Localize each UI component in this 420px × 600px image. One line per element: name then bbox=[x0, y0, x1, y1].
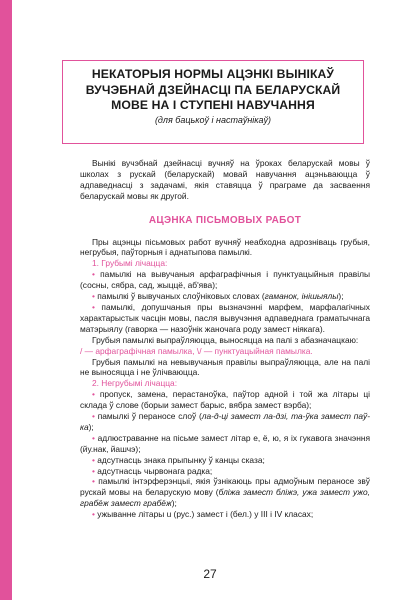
list-item: • адсутнасць чырвонага радка; bbox=[92, 465, 213, 476]
bullet-icon: • bbox=[92, 389, 100, 400]
page-title: НЕКАТОРЫЯ НОРМЫ АЦЭНКІ ВЫНІКАЎ ВУЧЭБНАЙ ДЗЕЙНАСЦІ ПА БЕЛАРУСКАЙ МОВЕ НА І СТУПЕНІ НАВУЧАННЯ bbox=[85, 67, 341, 112]
section-title: АЦЭНКА ПІСЬМОВЫХ РАБОТ bbox=[148, 214, 302, 226]
subheading-gross-errors: 1. Грубымі лічацца: bbox=[92, 258, 168, 269]
list-item: • памылкі ў пераносе слоў (ла-д-ці замест ла-дзі, та-ўка замест паў-ка); bbox=[80, 411, 370, 432]
paragraph-marking: Грубыя памылкі выпраўляюцца, выносяцца на палі з абазначацкаю: bbox=[92, 334, 359, 345]
list-item: • памылкі ў вывучаных слоўніковых словах (гаманок, інішыялы); bbox=[92, 291, 344, 302]
bullet-icon: • bbox=[92, 432, 98, 443]
page-subtitle: (для бацькоў і настаўнікаў) bbox=[154, 114, 272, 125]
list-item: • адсутнасць знака прыпынку ў канцы сказа; bbox=[92, 454, 265, 465]
bullet-icon: • bbox=[92, 509, 98, 520]
paragraph-error-types: Пры ацэнцы пісьмовых работ вучняў неабходна адрозніваць грубыя, негрубыя, паўторныя і аднатыпова памылкі. bbox=[80, 236, 370, 258]
intro-paragraph: Вынікі вучэбнай дзейнасці вучняў на ўроках беларускай мовы ў школах з рускай (беларускай) мовай навучання ацэньваюцца ў адпаведнасці з задачамі, якія ставяцца ў праграме да засваення беларускай мовы як другой. bbox=[80, 158, 370, 201]
list-item: • пропуск, замена, перастаноўка, паўтор адной і той жа літары ці склада ў слове (борыи замест барыс, вябра замест вэрба); bbox=[80, 389, 370, 411]
bullet-icon: • bbox=[92, 301, 102, 312]
list-item: • ужыванне літары u (рус.) замест і (бел.) у ІІІ і ІV класах; bbox=[92, 509, 314, 520]
title-box bbox=[62, 60, 364, 144]
bullet-icon: • bbox=[92, 476, 99, 487]
list-item: • адлюстраванне на пісьме замест літар е, ё, ю, я іх гукавога значэння (йу.нак, йашчэ); bbox=[80, 432, 370, 454]
list-item: • памылкі, допушчаныя пры вызначэнні марфем, марфалагічных характарыстык часцін мовы, пасля вывучэння адпаведнага граматычнага матэрыялу (гаворка — назоўнік жаночага роду замест ніякага). bbox=[80, 301, 370, 334]
page-number: 27 bbox=[203, 567, 217, 581]
paragraph-unlearned-rules: Грубыя памылкі на невывучаныя правілы выпраўляюцца, але на палі не выносяцца і не ўлічваюцца. bbox=[80, 356, 370, 378]
list-item: • памылкі на вывучаныя арфаграфічныя і пунктуацыйныя правілы (сосны, сябра, сад, жыццё, аб'ява); bbox=[80, 269, 370, 291]
subheading-minor-errors: 2. Негрубымі лічацца: bbox=[92, 378, 178, 389]
side-accent-bar bbox=[0, 0, 12, 600]
marking-symbols: / — арфаграфічная памылка, \/ — пунктуацыйная памылка. bbox=[80, 345, 313, 356]
bullet-icon: • bbox=[92, 411, 98, 422]
bullet-icon: • bbox=[92, 454, 98, 465]
list-item: • памылкі інтэрферэнцыі, якія ўзнікаюць пры адмоўным пераносе звў рускай мовы на беларускую мову (бліжа замест бліжэ, ужа замест ужо, грабёж замест грабёж); bbox=[80, 476, 370, 509]
bullet-icon: • bbox=[92, 465, 98, 476]
bullet-icon: • bbox=[92, 291, 98, 302]
bullet-icon: • bbox=[92, 269, 101, 280]
document-body bbox=[80, 158, 370, 520]
